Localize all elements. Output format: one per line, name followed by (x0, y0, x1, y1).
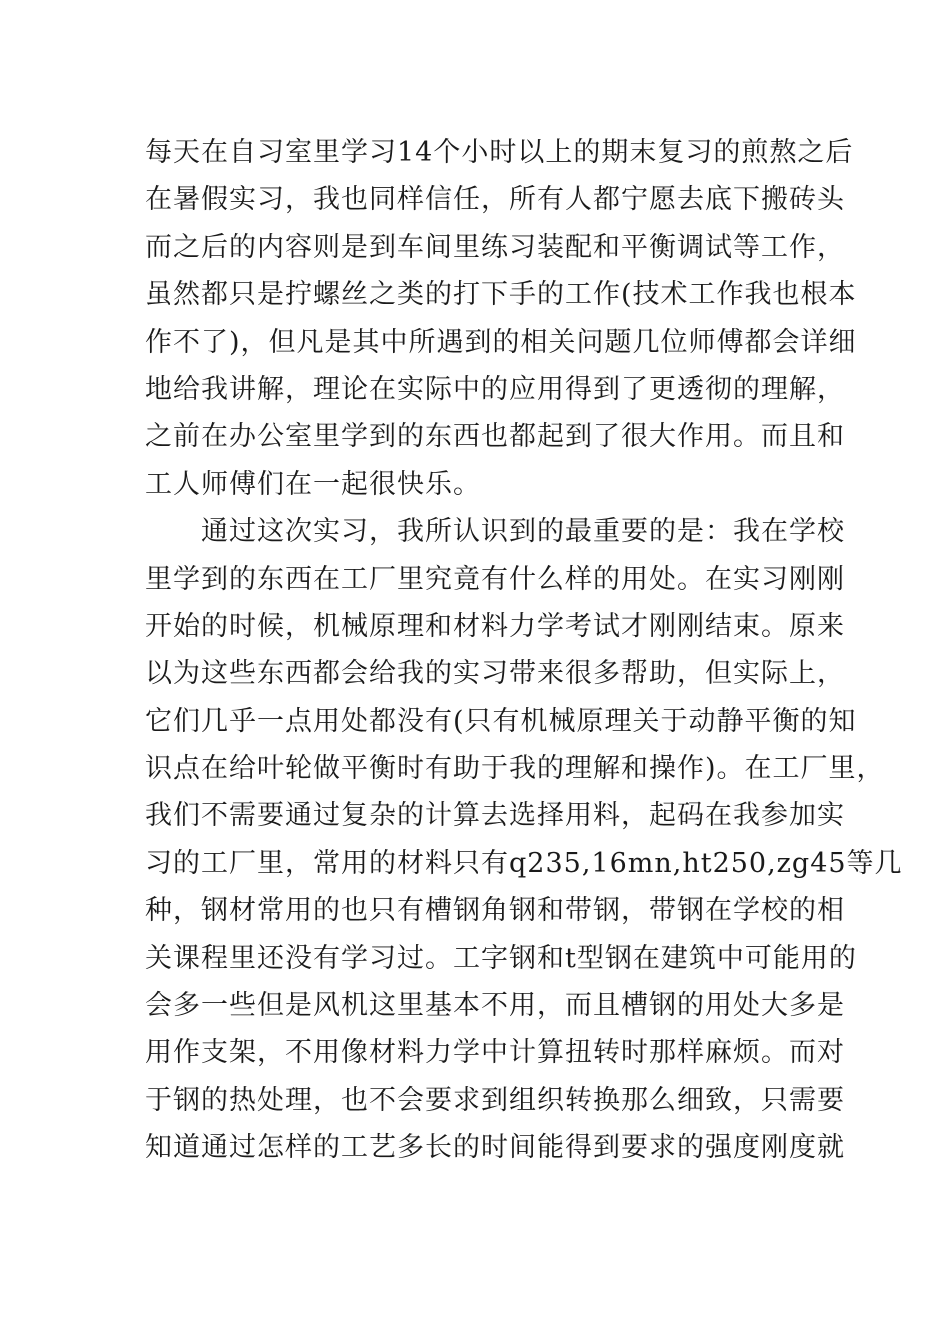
text-line: 以为这些东西都会给我的实习带来很多帮助，但实际上， (145, 658, 845, 690)
text-line: 在暑假实习，我也同样信任，所有人都宁愿去底下搬砖头 (145, 184, 845, 216)
text-line: 作不了)，但凡是其中所遇到的相关问题几位师傅都会详细 (145, 326, 857, 358)
text-line: 工人师傅们在一起很快乐。 (145, 468, 481, 500)
text-line: 关课程里还没有学习过。工字钢和t型钢在建筑中可能用的 (145, 942, 857, 974)
text-line: 用作支架，不用像材料力学中计算扭转时那样麻烦。而对 (145, 1037, 845, 1069)
text-line: 它们几乎一点用处都没有(只有机械原理关于动静平衡的知 (145, 705, 857, 737)
text-line: 习的工厂里，常用的材料只有q235,16mn,ht250,zg45等几 (145, 847, 903, 879)
text-line: 之前在办公室里学到的东西也都起到了很大作用。而且和 (145, 421, 845, 453)
text-line: 于钢的热处理，也不会要求到组织转换那么细致，只需要 (145, 1084, 845, 1116)
text-line: 地给我讲解，理论在实际中的应用得到了更透彻的理解， (145, 373, 845, 405)
text-line: 里学到的东西在工厂里究竟有什么样的用处。在实习刚刚 (145, 563, 845, 595)
text-line: 会多一些但是风机这里基本不用，而且槽钢的用处大多是 (145, 990, 845, 1022)
text-line: 而之后的内容则是到车间里练习装配和平衡调试等工作， (145, 231, 845, 263)
text-line: 识点在给叶轮做平衡时有助于我的理解和操作)。在工厂里， (145, 753, 885, 785)
text-line: 每天在自习室里学习14个小时以上的期末复习的煎熬之后 (145, 137, 854, 168)
text-line: 我们不需要通过复杂的计算去选择用料，起码在我参加实 (145, 800, 845, 832)
text-line: 开始的时候，机械原理和材料力学考试才刚刚结束。原来 (145, 610, 845, 642)
paragraph-first-line: 通过这次实习，我所认识到的最重要的是：我在学校 (201, 516, 845, 548)
text-line: 种，钢材常用的也只有槽钢角钢和带钢，带钢在学校的相 (145, 895, 845, 927)
text-line: 虽然都只是拧螺丝之类的打下手的工作(技术工作我也根本 (145, 279, 857, 311)
text-line: 知道通过怎样的工艺多长的时间能得到要求的强度刚度就 (145, 1132, 845, 1164)
body-text (145, 129, 903, 1172)
